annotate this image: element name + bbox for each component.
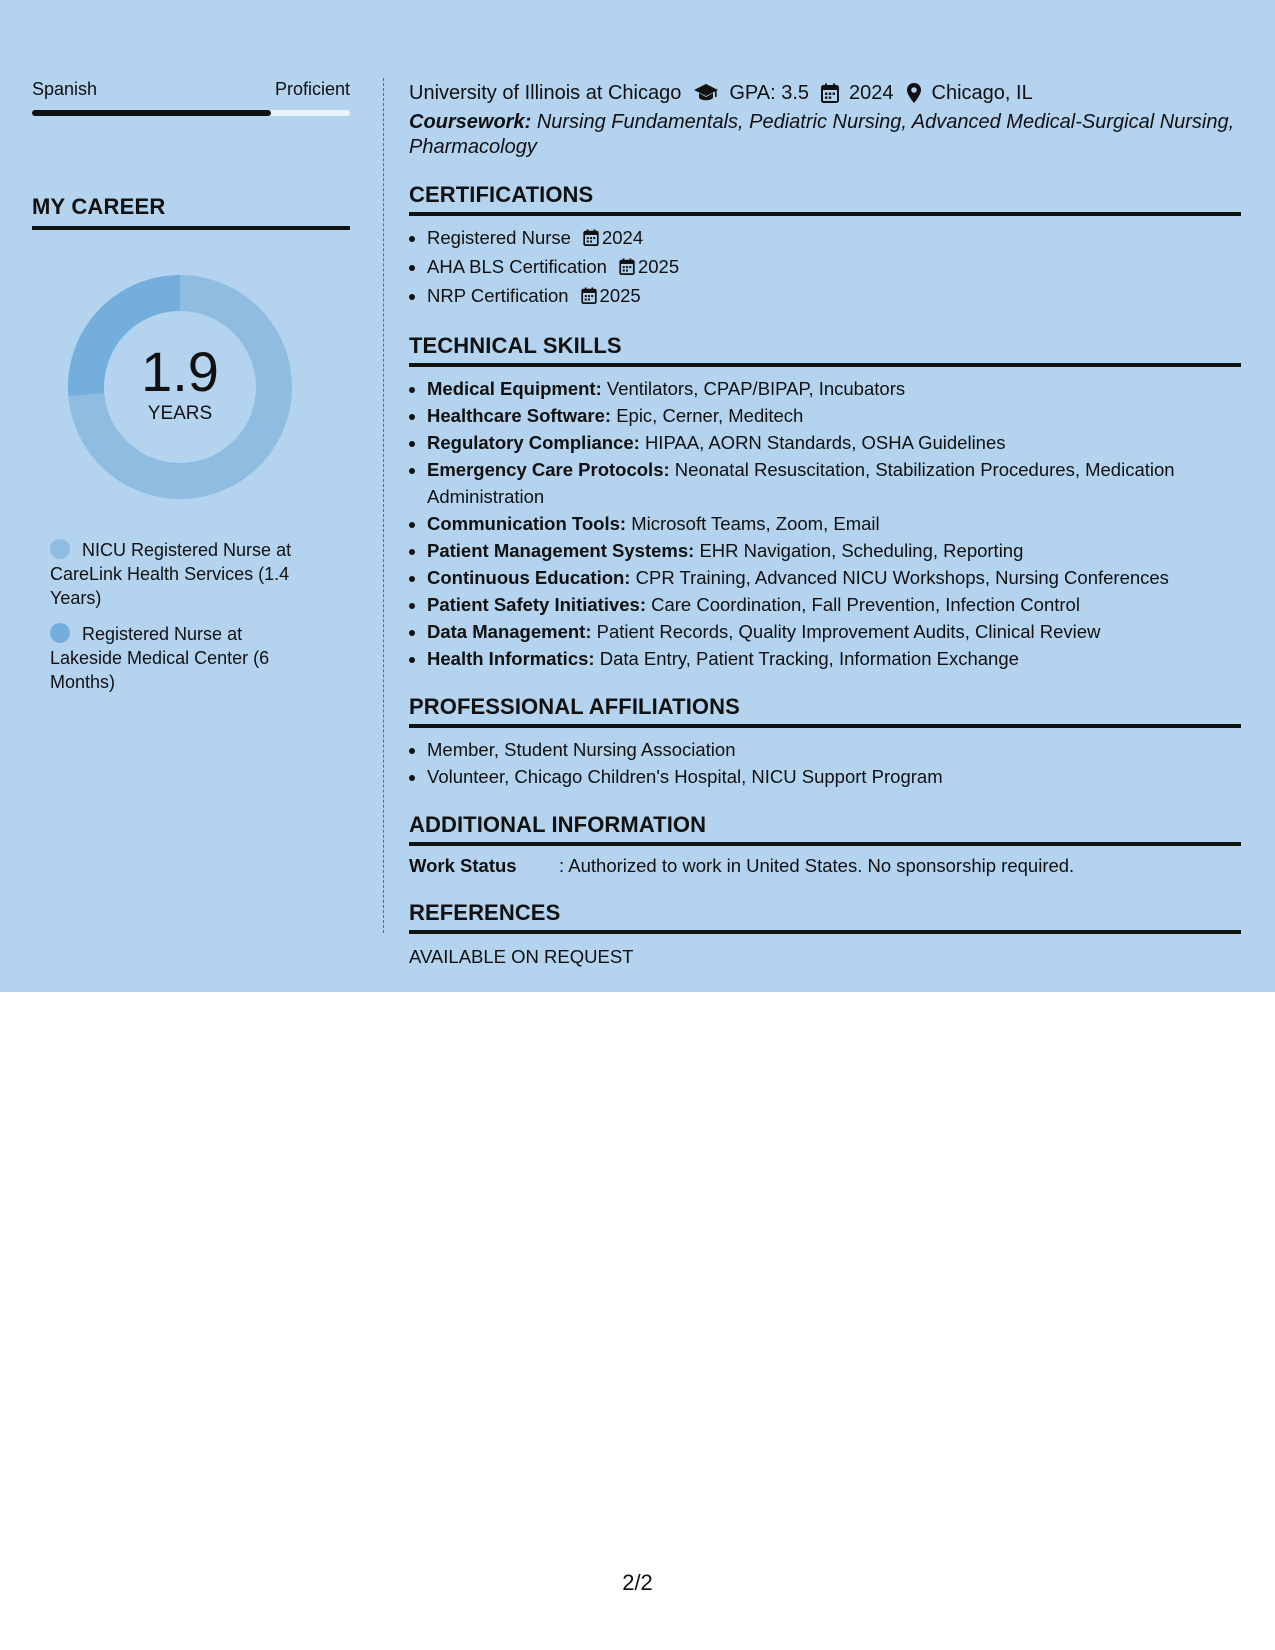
graduation-cap-icon bbox=[693, 83, 719, 103]
skill-values: Epic, Cerner, Meditech bbox=[616, 405, 804, 426]
graduation-year: 2024 bbox=[849, 82, 894, 104]
career-legend bbox=[32, 538, 310, 694]
additional-information-title: ADDITIONAL INFORMATION bbox=[409, 812, 1241, 846]
certification-name: AHA BLS Certification bbox=[427, 256, 607, 277]
list-item: • Member, Student Nursing Association bbox=[427, 736, 1241, 763]
affiliations-section bbox=[409, 694, 1241, 790]
left-column bbox=[32, 78, 350, 706]
certification-item bbox=[427, 253, 1241, 282]
calendar-icon bbox=[583, 226, 599, 253]
certification-item bbox=[427, 224, 1241, 253]
legend-dot bbox=[50, 623, 70, 643]
education-entry bbox=[409, 80, 1241, 160]
legend-dot bbox=[50, 539, 70, 559]
calendar-icon bbox=[821, 83, 839, 103]
legend-item bbox=[50, 622, 310, 694]
technical-skills-section bbox=[409, 333, 1241, 672]
language-level-bar bbox=[32, 110, 350, 116]
skill-category: Continuous Education: bbox=[427, 567, 631, 588]
gpa: GPA: 3.5 bbox=[729, 82, 810, 104]
affiliations-title: PROFESSIONAL AFFILIATIONS bbox=[409, 694, 1241, 728]
skill-item bbox=[427, 402, 1241, 429]
legend-label: Registered Nurse at Lakeside Medical Center (6 Months) bbox=[50, 624, 270, 692]
language-skill bbox=[32, 78, 350, 116]
skill-item bbox=[427, 510, 1241, 537]
skill-item bbox=[427, 645, 1241, 672]
skill-category: Data Management: bbox=[427, 621, 592, 642]
skill-item bbox=[427, 375, 1241, 402]
language-level-fill bbox=[32, 110, 271, 116]
affiliations-list bbox=[409, 736, 1241, 790]
calendar-icon bbox=[619, 255, 635, 282]
work-status-label: Work Status bbox=[409, 855, 517, 876]
location-pin-icon bbox=[906, 82, 922, 104]
skill-values: Ventilators, CPAP/BIPAP, Incubators bbox=[606, 378, 906, 399]
career-years-unit: YEARS bbox=[147, 403, 213, 424]
skill-category: Patient Management Systems: bbox=[427, 540, 695, 561]
skill-item bbox=[427, 456, 1241, 510]
calendar-icon bbox=[581, 284, 597, 311]
certification-name: Registered Nurse bbox=[427, 227, 571, 248]
donut-center-label bbox=[65, 272, 295, 502]
coursework bbox=[409, 110, 1241, 160]
skill-item bbox=[427, 429, 1241, 456]
legend-item bbox=[50, 538, 310, 610]
certifications-section bbox=[409, 182, 1241, 311]
skill-values: Microsoft Teams, Zoom, Email bbox=[631, 513, 880, 534]
certifications-list bbox=[409, 224, 1241, 311]
career-total-years: 1.9 bbox=[141, 340, 219, 403]
additional-information-section bbox=[409, 812, 1241, 878]
skill-values: Neonatal Resuscitation, Stabilization Procedures, Medication Administration bbox=[427, 459, 1175, 507]
certification-name: NRP Certification bbox=[427, 285, 569, 306]
references-title: REFERENCES bbox=[409, 900, 1241, 934]
coursework-label: Coursework: bbox=[409, 111, 532, 133]
skill-category: Health Informatics: bbox=[427, 648, 595, 669]
skill-category: Regulatory Compliance: bbox=[427, 432, 640, 453]
technical-skills-title: TECHNICAL SKILLS bbox=[409, 333, 1241, 367]
skill-category: Patient Safety Initiatives: bbox=[427, 594, 646, 615]
skill-item bbox=[427, 564, 1241, 591]
language-level: Proficient bbox=[274, 79, 350, 99]
skill-values: HIPAA, AORN Standards, OSHA Guidelines bbox=[644, 432, 1006, 453]
school-name: University of Illinois at Chicago bbox=[409, 82, 682, 104]
skill-category: Medical Equipment: bbox=[427, 378, 602, 399]
skill-values: CPR Training, Advanced NICU Workshops, Nursing Conferences bbox=[635, 567, 1169, 588]
work-status-value: : Authorized to work in United States. No sponsorship required. bbox=[559, 855, 1075, 876]
certification-year: 2025 bbox=[637, 256, 680, 277]
certification-year: 2025 bbox=[599, 285, 641, 306]
references-section bbox=[409, 900, 1241, 968]
skill-category: Emergency Care Protocols: bbox=[427, 459, 670, 480]
column-divider bbox=[383, 78, 384, 933]
right-column bbox=[409, 80, 1241, 968]
language-name: Spanish bbox=[32, 79, 98, 99]
skill-values: Data Entry, Patient Tracking, Information Exchange bbox=[599, 648, 1019, 669]
page-number: 2/2 bbox=[622, 1570, 653, 1595]
school-location: Chicago, IL bbox=[931, 82, 1033, 104]
list-item: • Volunteer, Chicago Children's Hospital, NICU Support Program bbox=[427, 763, 1241, 790]
coursework-list: Nursing Fundamentals, Pediatric Nursing, Advanced Medical-Surgical Nursing, Pharmacology bbox=[409, 111, 1235, 158]
skill-values: Patient Records, Quality Improvement Audits, Clinical Review bbox=[596, 621, 1101, 642]
legend-label: NICU Registered Nurse at CareLink Health Services (1.4 Years) bbox=[50, 540, 292, 608]
skill-values: EHR Navigation, Scheduling, Reporting bbox=[699, 540, 1024, 561]
career-section-title: MY CAREER bbox=[32, 194, 350, 230]
skill-item bbox=[427, 537, 1241, 564]
skill-category: Communication Tools: bbox=[427, 513, 627, 534]
skill-item bbox=[427, 591, 1241, 618]
certification-year: 2024 bbox=[601, 227, 644, 248]
skill-category: Healthcare Software: bbox=[427, 405, 612, 426]
skill-values: Care Coordination, Fall Prevention, Infection Control bbox=[651, 594, 1080, 615]
references-text: AVAILABLE ON REQUEST bbox=[409, 946, 634, 967]
certification-item bbox=[427, 282, 1241, 311]
technical-skills-list bbox=[409, 375, 1241, 672]
career-donut-chart bbox=[65, 272, 295, 502]
certifications-title: CERTIFICATIONS bbox=[409, 182, 1241, 216]
skill-item bbox=[427, 618, 1241, 645]
